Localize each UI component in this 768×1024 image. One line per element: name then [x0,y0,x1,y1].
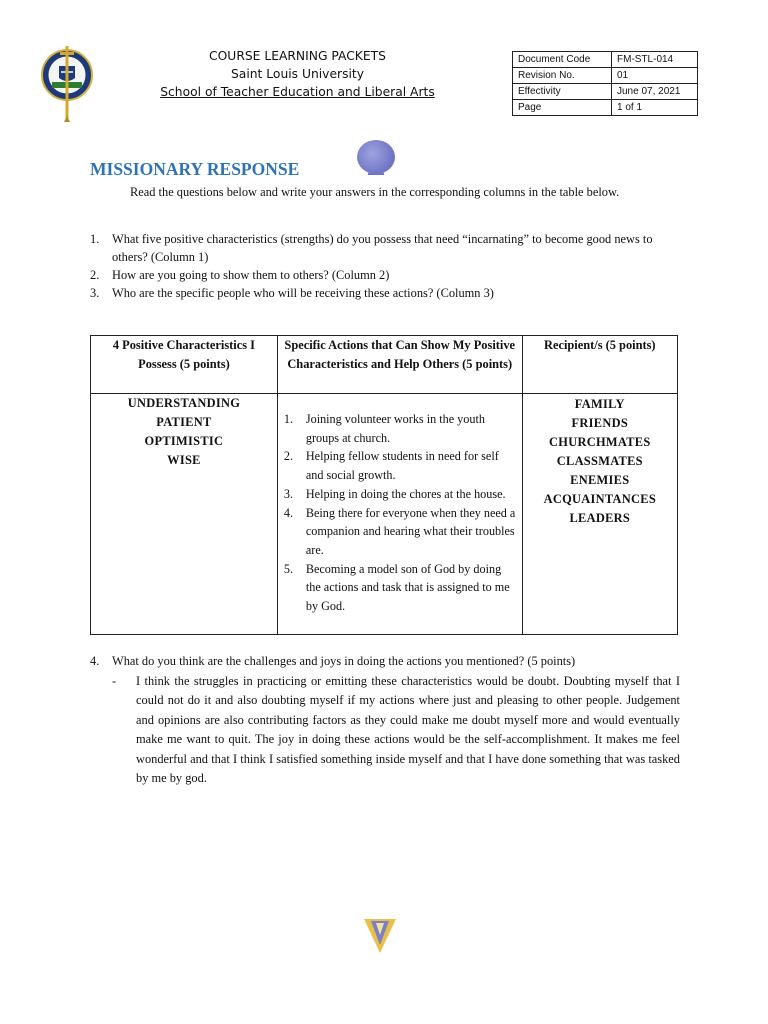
recipient-item: CLASSMATES [556,454,643,468]
question-number: 3. [90,286,100,300]
doc-info-value: 01 [612,68,698,84]
question-item [90,652,680,671]
doc-info-row [513,68,698,84]
action-number: 4. [283,505,293,520]
action-number: 5. [283,561,293,576]
document-header [140,47,455,101]
characteristic-item: WISE [167,453,201,467]
decorative-orb-base [368,173,384,175]
document-control-table [512,51,698,116]
action-text: Helping in doing the chores at the house. [305,486,506,501]
actions-cell [277,394,522,635]
doc-info-value: FM-STL-014 [612,52,698,68]
doc-info-value: 1 of 1 [612,100,698,116]
response-table-header-row [91,336,678,394]
header-line-2: Saint Louis University [231,67,364,81]
recipients-cell [522,394,677,635]
header-line-1: COURSE LEARNING PACKETS [209,49,386,63]
action-item [284,560,516,616]
question-number: 2. [90,268,100,282]
action-number: 2. [283,449,293,464]
recipient-item: ACQUAINTANCES [543,492,657,506]
response-table-body-row [91,394,678,635]
action-text: Being there for everyone when they need a companion and hearing what their troubles are. [305,505,516,557]
recipient-item: CHURCHMATES [549,435,651,449]
action-item [284,504,516,560]
question-text: What do you think are the challenges and joys in doing the actions you mentioned? (5 points) [112,654,576,668]
doc-info-row [513,84,698,100]
doc-info-key: Revision No. [513,68,612,84]
recipient-item: LEADERS [569,511,631,525]
doc-info-key: Page [513,100,612,116]
question-text: What five positive characteristics (strengths) do you possess that need “incarnating” to become good news to others? (Column 1) [112,232,653,264]
instructions-text: Read the questions below and write your answers in the corresponding columns in the table below. [130,185,620,199]
header-line-3: School of Teacher Education and Liberal Arts [160,85,435,99]
decorative-triangle-icon [362,915,398,955]
action-text: Joining volunteer works in the youth groups at church. [305,412,485,445]
question-number: 1. [90,232,100,246]
characteristic-item: PATIENT [156,415,212,429]
question-text: How are you going to show them to others? (Column 2) [112,268,390,282]
answer-bullet: - [112,673,117,688]
action-item [284,485,516,504]
characteristic-item: OPTIMISTIC [144,434,224,448]
characteristics-cell [91,394,278,635]
question-item [90,230,680,266]
action-number: 3. [283,486,293,501]
action-text: Becoming a model son of God by doing the actions and task that is assigned to me by God. [305,561,510,614]
answer-block [112,672,680,789]
question-number: 4. [90,654,100,668]
column-header-recipients: Recipient/s (5 points) [522,336,677,394]
instructions-paragraph [90,182,670,202]
doc-info-key: Effectivity [513,84,612,100]
recipient-item: FAMILY [574,397,625,411]
recipient-item: FRIENDS [571,416,629,430]
section-title: MISSIONARY RESPONSE [90,159,300,179]
response-table [90,335,678,635]
university-seal-logo [36,44,98,124]
question-4-section [90,652,680,789]
doc-info-value: June 07, 2021 [612,84,698,100]
column-header-actions: Specific Actions that Can Show My Positive Characteristics and Help Others (5 points) [277,336,522,394]
characteristic-item: UNDERSTANDING [127,396,241,410]
action-number: 1. [283,412,293,426]
recipient-item: ENEMIES [570,473,630,487]
doc-info-row [513,52,698,68]
action-item [284,410,516,447]
question-item [90,266,680,284]
action-text: Helping fellow students in need for self and social growth. [305,449,499,483]
question-item [90,284,680,302]
action-item [284,447,516,484]
question-text: Who are the specific people who will be receiving these actions? (Column 3) [112,286,494,300]
actions-list [284,410,516,616]
decorative-orb-icon [357,140,395,174]
doc-info-row [513,100,698,116]
column-header-characteristics: 4 Positive Characteristics I Possess (5 points) [91,336,278,394]
doc-info-key: Document Code [513,52,612,68]
questions-list [90,230,680,302]
answer-text: I think the struggles in practicing or emitting these characteristics would be doubt. Doubting myself that I could not do it and also doubting myself if my actions where just and pleasing to other people. Judgement and opinions are also contributing factors as they could make me doubt myself more and would eventually make me want to quit. The joy in doing these actions would be the self-accomplishment. It makes me feel wonderful and that I think I satisfied something inside myself and that I have done something that was tasked by me by god. [136,673,680,785]
